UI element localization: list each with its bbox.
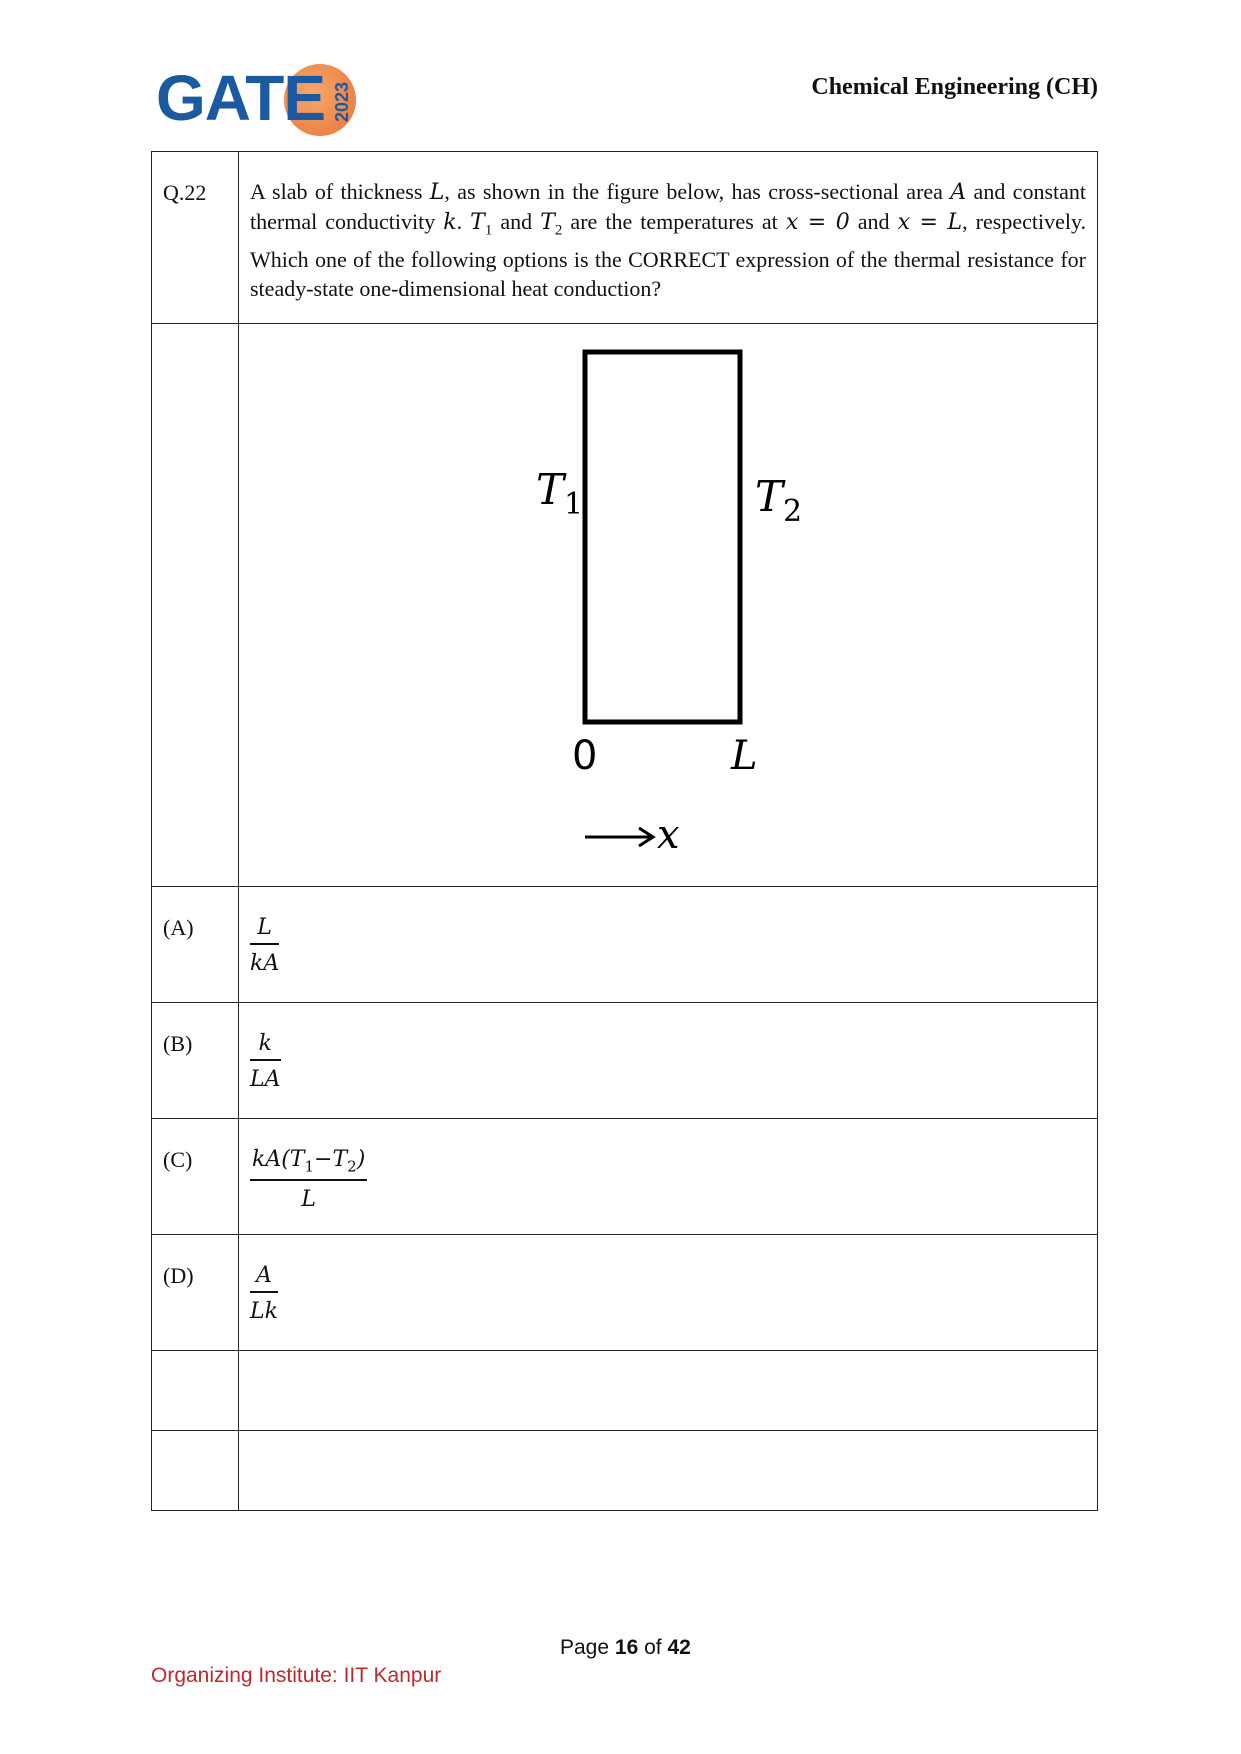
label-t1: $T_1$	[536, 465, 584, 523]
question-text: A slab of thickness L, as shown in the figure below, has cross-sectional area A and constant thermal conductivity k. $T_1$ and $T_2$ are the temperatures at x = 0 and x = L, respectively. Which one of the following options is the CORRECT expression of the thermal resistance for steady-state one-dimensional heat conduction?	[250, 179, 1087, 302]
organizing-institute: Organizing Institute: IIT Kanpur	[151, 1664, 442, 1687]
option-c: $\frac{kA(T_1-T_2)}{L}$	[252, 1147, 366, 1212]
question-number: Q.22	[152, 152, 239, 324]
slab-figure	[239, 324, 1097, 886]
logo-text: GATE	[156, 62, 326, 134]
label-x: x	[657, 812, 680, 859]
logo-year: 2023	[332, 81, 352, 123]
label-t2: $T_2$	[755, 472, 803, 530]
subject-title: Chemical Engineering (CH)	[811, 74, 1098, 100]
option-a-label: (A)	[152, 887, 239, 1003]
option-d: $\frac{A}{Lk}$	[250, 1263, 278, 1325]
option-b: $\frac{k}{LA}$	[250, 1031, 281, 1093]
slab-rectangle	[585, 352, 740, 722]
gate-logo	[156, 60, 366, 140]
question-table	[151, 151, 1098, 1511]
empty-row	[239, 1431, 1097, 1510]
label-zero: 0	[572, 733, 598, 780]
option-c-label: (C)	[152, 1119, 239, 1235]
empty-row	[239, 1351, 1097, 1430]
label-l: L	[731, 733, 758, 780]
page-number: Page 16 of 42	[560, 1636, 691, 1659]
option-a: $\frac{L}{kA}$	[250, 915, 280, 977]
option-b-label: (B)	[152, 1003, 239, 1119]
option-d-label: (D)	[152, 1235, 239, 1351]
